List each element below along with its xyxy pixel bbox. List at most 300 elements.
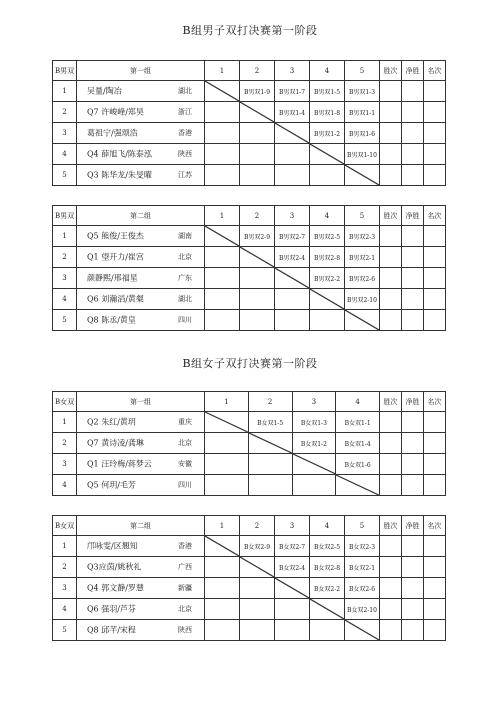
seed-number: 4: [53, 144, 77, 165]
diagonal-cell: [345, 310, 380, 331]
diagonal-cell: [310, 144, 345, 165]
match-cell: B女双2-1: [345, 557, 380, 578]
match-cell: [240, 620, 275, 641]
player-names: Q2 朱红/黄玥: [87, 417, 136, 427]
player-names: Q3应茵/姚秋礼: [87, 562, 142, 572]
province: 重庆: [178, 418, 192, 426]
match-cell: B男双2-8: [310, 247, 345, 268]
province: 香港: [178, 129, 192, 137]
seed-number: 1: [53, 226, 77, 247]
women-doubles-title: B组女子双打决赛第一阶段: [182, 357, 318, 370]
diagonal-slash: [205, 81, 239, 101]
match-cell: [275, 289, 310, 310]
stat-cell: [402, 412, 424, 433]
stat-cell: [402, 536, 424, 557]
match-cell: B男双2-2: [310, 268, 345, 289]
match-cell: B男双2-4: [275, 247, 310, 268]
player-names: Q7 许峻峰/郑昊: [87, 107, 144, 117]
match-cell: B女双2-4: [275, 557, 310, 578]
match-cell: [205, 599, 240, 620]
match-cell: [205, 247, 240, 268]
player-cell: [77, 247, 205, 268]
diagonal-slash: [205, 412, 248, 432]
match-cell: [275, 165, 310, 186]
stat-cell: [402, 310, 424, 331]
diagonal-slash: [293, 454, 336, 474]
stat-cell: [424, 578, 446, 599]
diagonal-slash: [275, 123, 309, 143]
stat-header: 胜次: [380, 206, 402, 226]
match-cell: B男双2-7: [275, 226, 310, 247]
seed-number: 5: [53, 310, 77, 331]
corner-label: B女双: [53, 392, 77, 412]
seed-number: 3: [53, 454, 77, 475]
province: 北京: [178, 605, 192, 613]
draw-table: [52, 205, 446, 331]
match-cell: [310, 620, 345, 641]
column-header: 2: [248, 392, 292, 412]
province: 陕西: [178, 150, 192, 158]
seed-number: 2: [53, 557, 77, 578]
stat-cell: [380, 620, 402, 641]
province: 北京: [178, 439, 192, 447]
player-cell: [77, 433, 205, 454]
stat-cell: [424, 557, 446, 578]
seed-number: 3: [53, 123, 77, 144]
player-names: 邝咏雯/区翘知: [87, 541, 138, 551]
match-cell: B男双1-2: [310, 123, 345, 144]
match-cell: B男双1-1: [345, 102, 380, 123]
match-cell: B男双2-6: [345, 268, 380, 289]
match-cell: [205, 433, 249, 454]
stat-cell: [402, 599, 424, 620]
table-row: [53, 144, 446, 165]
stat-cell: [380, 433, 402, 454]
table-row: [53, 475, 446, 496]
diagonal-cell: [240, 247, 275, 268]
stat-cell: [380, 599, 402, 620]
match-cell: [275, 310, 310, 331]
match-cell: [248, 454, 292, 475]
player-cell: [77, 454, 205, 475]
stat-cell: [402, 620, 424, 641]
table-row: [53, 599, 446, 620]
player-names: Q8 陈丞/黄皇: [87, 315, 136, 325]
diagonal-cell: [205, 536, 240, 557]
diagonal-slash: [240, 247, 274, 267]
stat-cell: [402, 557, 424, 578]
column-header: 4: [310, 516, 345, 536]
match-cell: B女双1-2: [292, 433, 336, 454]
column-header: 4: [310, 206, 345, 226]
player-cell: [77, 475, 205, 496]
match-cell: B女双1-4: [336, 433, 380, 454]
diagonal-cell: [292, 454, 336, 475]
stat-cell: [402, 247, 424, 268]
group-label: 第一组: [77, 392, 205, 412]
seed-number: 2: [53, 102, 77, 123]
seed-number: 5: [53, 165, 77, 186]
diagonal-slash: [240, 557, 274, 577]
table-row: [53, 123, 446, 144]
match-cell: B男双1-10: [345, 144, 380, 165]
stat-cell: [424, 165, 446, 186]
province: 四川: [178, 316, 192, 324]
player-cell: [77, 557, 205, 578]
diagonal-cell: [240, 102, 275, 123]
player-cell: [77, 599, 205, 620]
match-cell: [240, 578, 275, 599]
stat-cell: [380, 412, 402, 433]
stat-cell: [380, 454, 402, 475]
stat-cell: [424, 81, 446, 102]
match-cell: [240, 165, 275, 186]
table-row: [53, 412, 446, 433]
match-cell: [205, 123, 240, 144]
stat-cell: [380, 247, 402, 268]
stat-header: 名次: [424, 61, 446, 81]
match-cell: [205, 475, 249, 496]
corner-label: B男双: [53, 206, 77, 226]
player-names: 颜静熙/邢福星: [87, 273, 138, 283]
table-row: [53, 289, 446, 310]
match-cell: B女双2-2: [310, 578, 345, 599]
stat-cell: [380, 475, 402, 496]
column-header: 1: [205, 392, 249, 412]
stat-cell: [424, 310, 446, 331]
match-cell: [205, 454, 249, 475]
match-cell: [205, 557, 240, 578]
stat-cell: [402, 578, 424, 599]
match-cell: B男双2-1: [345, 247, 380, 268]
draw-table: [52, 391, 446, 496]
column-header: 1: [205, 61, 240, 81]
stat-cell: [380, 289, 402, 310]
stat-cell: [402, 268, 424, 289]
stat-header: 胜次: [380, 516, 402, 536]
seed-number: 1: [53, 81, 77, 102]
stat-cell: [424, 102, 446, 123]
player-names: Q5 熊俊/王俊杰: [87, 231, 144, 241]
stat-cell: [424, 433, 446, 454]
column-header: 2: [240, 61, 275, 81]
player-names: Q6 刘瀚滔/黄粲: [87, 294, 144, 304]
table-row: [53, 102, 446, 123]
match-cell: B女双1-6: [336, 454, 380, 475]
stat-cell: [380, 578, 402, 599]
match-cell: B女双2-6: [345, 578, 380, 599]
match-cell: B女双1-5: [248, 412, 292, 433]
diagonal-cell: [205, 81, 240, 102]
player-cell: [77, 226, 205, 247]
stat-cell: [380, 310, 402, 331]
match-cell: [240, 123, 275, 144]
match-cell: B女双2-3: [345, 536, 380, 557]
diagonal-cell: [310, 599, 345, 620]
seed-number: 2: [53, 433, 77, 454]
column-header: 1: [205, 516, 240, 536]
table-row: [53, 620, 446, 641]
column-header: 5: [345, 516, 380, 536]
match-cell: [205, 165, 240, 186]
province: 四川: [178, 481, 192, 489]
match-cell: B女双2-8: [310, 557, 345, 578]
table-row: [53, 247, 446, 268]
seed-number: 4: [53, 475, 77, 496]
match-cell: B男双1-6: [345, 123, 380, 144]
match-cell: [205, 102, 240, 123]
match-cell: [275, 144, 310, 165]
match-cell: B男双1-5: [310, 81, 345, 102]
diagonal-slash: [205, 226, 239, 246]
seed-number: 3: [53, 578, 77, 599]
match-cell: [240, 599, 275, 620]
stat-cell: [402, 81, 424, 102]
player-names: 葛祖宁/强颂浩: [87, 128, 138, 138]
diagonal-cell: [275, 578, 310, 599]
player-cell: [77, 578, 205, 599]
table-row: [53, 310, 446, 331]
diagonal-cell: [345, 165, 380, 186]
stat-header: 净胜: [402, 61, 424, 81]
player-cell: [77, 165, 205, 186]
column-header: 2: [240, 206, 275, 226]
province: 广西: [178, 563, 192, 571]
draw-table: [52, 60, 446, 186]
draw-table: [52, 515, 446, 641]
stat-cell: [380, 123, 402, 144]
column-header: 3: [275, 206, 310, 226]
column-header: 3: [275, 61, 310, 81]
column-header: 2: [240, 516, 275, 536]
match-cell: B女双1-1: [336, 412, 380, 433]
column-header: 3: [275, 516, 310, 536]
match-cell: [240, 289, 275, 310]
stat-cell: [402, 226, 424, 247]
diagonal-slash: [275, 268, 309, 288]
table-row: [53, 81, 446, 102]
column-header: 4: [310, 61, 345, 81]
player-names: Q8 邱芊/宋程: [87, 625, 136, 635]
match-cell: [310, 310, 345, 331]
stat-header: 名次: [424, 516, 446, 536]
stat-cell: [424, 599, 446, 620]
diagonal-cell: [240, 557, 275, 578]
province: 新疆: [178, 584, 192, 592]
diagonal-slash: [336, 475, 379, 495]
player-names: Q4 郭文静/罗慧: [87, 583, 144, 593]
seed-number: 3: [53, 268, 77, 289]
stat-cell: [380, 536, 402, 557]
match-cell: B男双1-3: [345, 81, 380, 102]
province: 安徽: [178, 460, 192, 468]
player-cell: [77, 123, 205, 144]
match-cell: [310, 165, 345, 186]
stat-header: 胜次: [380, 61, 402, 81]
stat-cell: [402, 144, 424, 165]
stat-cell: [424, 247, 446, 268]
stat-cell: [380, 144, 402, 165]
match-cell: [205, 144, 240, 165]
player-names: Q4 薛旭飞/陈泰泓: [87, 149, 152, 159]
group-label: 第二组: [77, 516, 205, 536]
stat-header: 净胜: [402, 206, 424, 226]
match-cell: B男双1-8: [310, 102, 345, 123]
stat-cell: [380, 226, 402, 247]
match-cell: [240, 144, 275, 165]
player-cell: [77, 102, 205, 123]
seed-number: 5: [53, 620, 77, 641]
stat-header: 名次: [424, 206, 446, 226]
diagonal-cell: [275, 268, 310, 289]
stat-cell: [424, 123, 446, 144]
player-names: Q3 陈华龙/朱旻曜: [87, 170, 152, 180]
match-cell: B男双2-10: [345, 289, 380, 310]
player-cell: [77, 268, 205, 289]
table-row: [53, 578, 446, 599]
diagonal-cell: [336, 475, 380, 496]
player-names: Q5 何玥/毛芳: [87, 480, 136, 490]
column-header: 5: [345, 206, 380, 226]
stat-cell: [402, 289, 424, 310]
stat-header: 胜次: [380, 392, 402, 412]
diagonal-slash: [310, 289, 344, 309]
province: 江苏: [178, 171, 192, 179]
player-cell: [77, 620, 205, 641]
player-names: Q1 汪玲梅/蒋梦云: [87, 459, 152, 469]
match-cell: [205, 268, 240, 289]
stat-cell: [402, 433, 424, 454]
diagonal-slash: [345, 310, 379, 330]
seed-number: 1: [53, 536, 77, 557]
province: 香港: [178, 542, 192, 550]
match-cell: [205, 578, 240, 599]
seed-number: 2: [53, 247, 77, 268]
province: 浙江: [178, 108, 192, 116]
diagonal-slash: [275, 578, 309, 598]
diagonal-slash: [310, 599, 344, 619]
table-row: [53, 165, 446, 186]
player-names: Q1 望开力/崔宫: [87, 252, 144, 262]
column-header: 4: [336, 392, 380, 412]
stat-cell: [424, 412, 446, 433]
stat-cell: [424, 475, 446, 496]
diagonal-slash: [310, 144, 344, 164]
match-cell: B女双2-9: [240, 536, 275, 557]
diagonal-cell: [275, 123, 310, 144]
corner-label: B男双: [53, 61, 77, 81]
men-doubles-title: B组男子双打决赛第一阶段: [182, 24, 318, 37]
match-cell: [248, 475, 292, 496]
group-label: 第一组: [77, 61, 205, 81]
diagonal-cell: [310, 289, 345, 310]
seed-number: 4: [53, 289, 77, 310]
stat-cell: [424, 536, 446, 557]
stat-cell: [380, 557, 402, 578]
player-cell: [77, 412, 205, 433]
stat-cell: [402, 102, 424, 123]
diagonal-slash: [205, 536, 239, 556]
diagonal-slash: [345, 165, 379, 185]
match-cell: [292, 475, 336, 496]
table-row: [53, 268, 446, 289]
match-cell: B男双1-9: [240, 81, 275, 102]
province: 湖北: [178, 87, 192, 95]
stat-cell: [424, 620, 446, 641]
seed-number: 4: [53, 599, 77, 620]
table-row: [53, 226, 446, 247]
match-cell: [275, 599, 310, 620]
seed-number: 1: [53, 412, 77, 433]
match-cell: [205, 289, 240, 310]
match-cell: B男双2-3: [345, 226, 380, 247]
stat-cell: [402, 123, 424, 144]
stat-header: 净胜: [402, 392, 424, 412]
stat-cell: [402, 454, 424, 475]
stat-cell: [380, 165, 402, 186]
diagonal-cell: [248, 433, 292, 454]
column-header: 3: [292, 392, 336, 412]
diagonal-slash: [240, 102, 274, 122]
diagonal-cell: [205, 226, 240, 247]
player-names: Q6 强羽/芦芬: [87, 604, 136, 614]
table-row: [53, 454, 446, 475]
corner-label: B女双: [53, 516, 77, 536]
match-cell: B女双2-7: [275, 536, 310, 557]
player-cell: [77, 289, 205, 310]
column-header: 1: [205, 206, 240, 226]
match-cell: [240, 268, 275, 289]
match-cell: B男双2-9: [240, 226, 275, 247]
diagonal-cell: [345, 620, 380, 641]
province: 广东: [178, 274, 192, 282]
column-header: 5: [345, 61, 380, 81]
diagonal-slash: [345, 620, 379, 640]
table-row: [53, 557, 446, 578]
stat-cell: [424, 454, 446, 475]
match-cell: B男双1-4: [275, 102, 310, 123]
match-cell: B女双2-10: [345, 599, 380, 620]
match-cell: B女双1-3: [292, 412, 336, 433]
stat-header: 名次: [424, 392, 446, 412]
province: 湖北: [178, 295, 192, 303]
player-cell: [77, 144, 205, 165]
stat-header: 净胜: [402, 516, 424, 536]
province: 陕西: [178, 626, 192, 634]
player-names: Q7 黄诗凌/龚琳: [87, 438, 144, 448]
player-cell: [77, 310, 205, 331]
diagonal-slash: [249, 433, 292, 453]
stat-cell: [424, 289, 446, 310]
player-cell: [77, 81, 205, 102]
match-cell: B女双2-5: [310, 536, 345, 557]
match-cell: [205, 620, 240, 641]
match-cell: [205, 310, 240, 331]
diagonal-cell: [205, 412, 249, 433]
province: 北京: [178, 253, 192, 261]
stat-cell: [424, 268, 446, 289]
stat-cell: [402, 165, 424, 186]
group-label: 第二组: [77, 206, 205, 226]
match-cell: B男双1-7: [275, 81, 310, 102]
player-names: 吴量/陶冶: [87, 86, 122, 96]
stat-cell: [380, 102, 402, 123]
player-cell: [77, 536, 205, 557]
stat-cell: [424, 144, 446, 165]
match-cell: B男双2-5: [310, 226, 345, 247]
stat-cell: [380, 268, 402, 289]
match-cell: [240, 310, 275, 331]
